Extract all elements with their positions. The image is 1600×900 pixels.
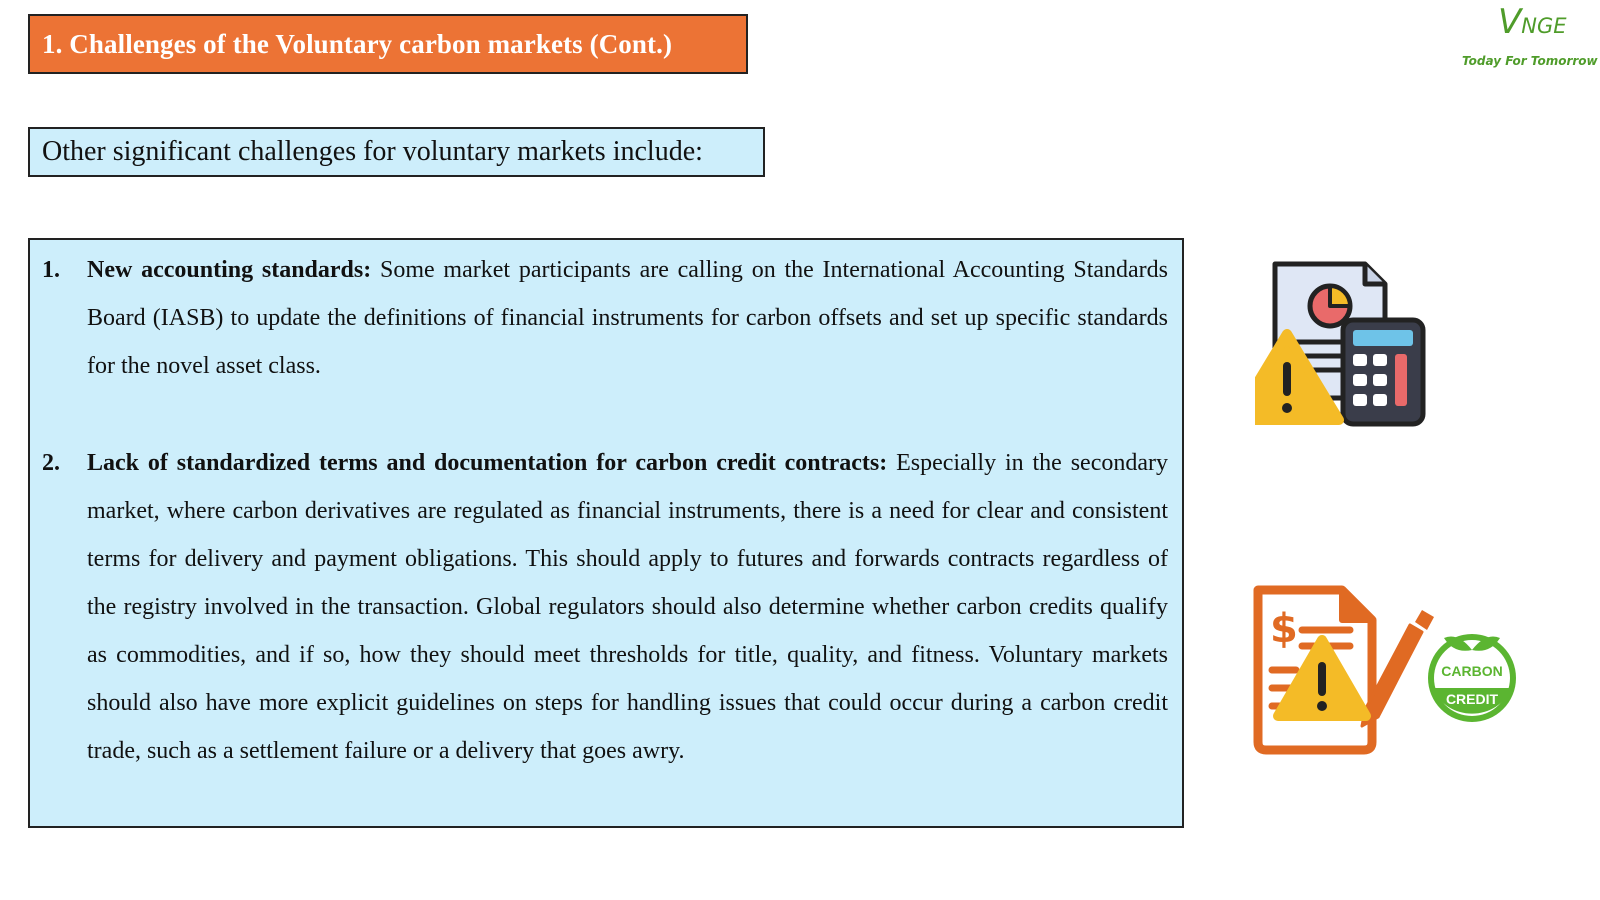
slide-title-banner [28,14,748,74]
logo-mark: VNGE [1498,2,1567,42]
item-body: Some market participants are calling on the International Accounting Standards Board (IASB) to update the definitions of financial instruments for carbon offsets and set up specific standards for the novel asset class. [87,257,1169,379]
subtitle-box [28,127,765,177]
subtitle: Other significant challenges for voluntary markets include: [42,136,703,167]
item-number: 2. [42,450,60,476]
item-number: 1. [42,257,60,283]
badge-line-2: CREDIT [1445,691,1499,707]
list-item [30,246,1168,390]
item-title: New accounting standards: [87,257,372,283]
challenges-list [28,238,1184,828]
contract-warning-icon [1250,580,1520,760]
list-item [30,439,1168,775]
carbon-credit-badge [1428,634,1516,722]
svg-text:$: $ [1270,606,1298,652]
logo-tagline: Today For Tomorrow [1462,54,1598,68]
document-calculator-warning-icon [1255,258,1455,433]
slide-title: 1. Challenges of the Voluntary carbon markets (Cont.) [42,28,673,59]
item-title: Lack of standardized terms and documentation for carbon credit contracts: [87,450,888,476]
company-logo [1450,2,1600,72]
badge-line-1: CARBON [1441,663,1503,679]
item-body: Especially in the secondary market, where carbon derivatives are regulated as financial instruments, there is a need for clear and consistent terms for delivery and payment obligations. This should apply to futures and forwards contracts regardless of the registry involved in the transaction. Global regulators should also determine whether carbon credits qualify as commodities, and if so, how they should meet thresholds for title, quality, and fitness. Voluntary markets should also have more explicit guidelines on steps for handling issues that could occur during a carbon credit trade, such as a settlement failure or a delivery that goes awry. [87,450,1168,764]
